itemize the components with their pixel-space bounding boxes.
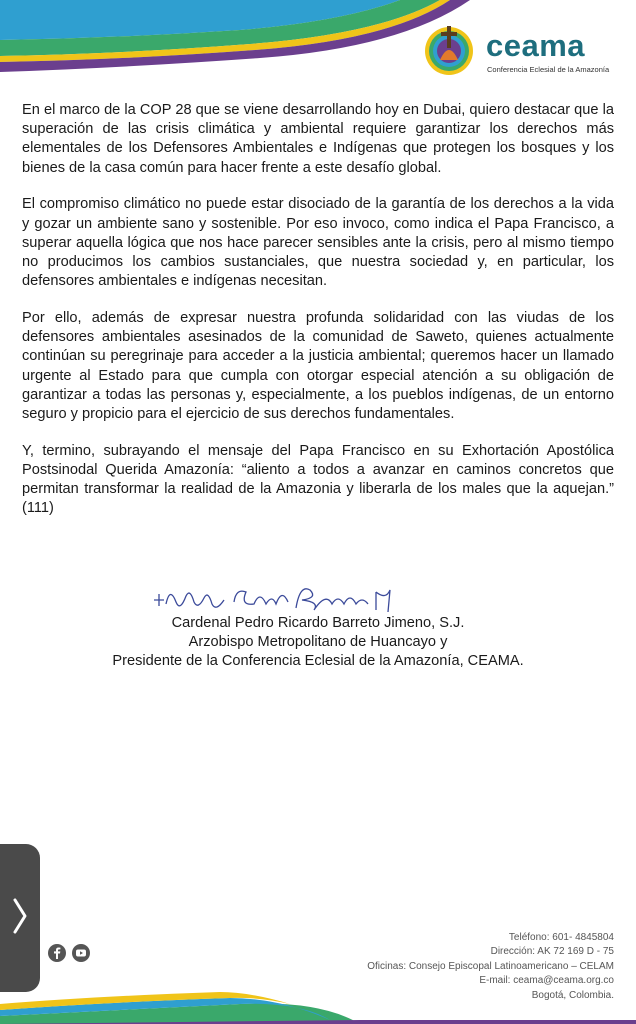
- chevron-right-icon[interactable]: [9, 894, 31, 938]
- letter-paragraph: Y, termino, subrayando el mensaje del Papa Francisco en su Exhortación Apostólica Postsinodal Querida Amazonía: “aliento a todos a avanzar en caminos concretos que permitan transformar la realidad de la Amazonia y liberarla de los males que la aquejan.” (111): [22, 442, 614, 517]
- next-page-tab[interactable]: [0, 844, 40, 992]
- ceama-logo: [420, 20, 620, 80]
- signatory-role: Presidente de la Conferencia Eclesial de la Amazonía, CEAMA.: [112, 653, 524, 670]
- brand-subtitle: Conferencia Eclesial de la Amazonía: [487, 65, 610, 74]
- contact-phone: Teléfono: 601- 4845804: [508, 932, 614, 943]
- letter-body: [22, 101, 614, 536]
- signatory-role: Arzobispo Metropolitano de Huancayo y: [188, 634, 448, 651]
- letter-paragraph: El compromiso climático no puede estar disociado de la garantía de los derechos a la vida y gozar un ambiente sano y sostenible. Por eso invoco, como indica el Papa Francisco, a superar aquella lógica que nos hace parecer sensibles ante la crisis, pero al mismo tiempo no producimos los cambios sustanciales, que nuestra sociedad y, en particular, los defensores ambientales e indígenas necesitan.: [22, 196, 614, 290]
- signatory-name: Cardenal Pedro Ricardo Barreto Jimeno, S.J.: [171, 615, 465, 631]
- letter-paragraph: En el marco de la COP 28 que se viene desarrollando hoy en Dubai, quiero destacar que la superación de las crisis climática y ambiental requiere garantizar los derechos más elementales de los Defensores Ambientales e Indígenas que protegen los bosques y los bienes de la casa común para hacer frente a este desafío global.: [22, 102, 614, 176]
- contact-email: E-mail: ceama@ceama.org.co: [479, 975, 614, 987]
- letter-paragraph: Por ello, además de expresar nuestra profunda solidaridad con las viudas de los defensores ambientales asesinados de la comunidad de Saweto, quienes actualmente continúan su peregrinaje para acceder a la justicia ambiental; queremos hacer un llamado urgente al Estado para que cumpla con otorgar especial atención a su obligación de garantizar a todas las personas y, especialmente, a los pueblos indígenas, de un entorno seguro y propicio para el ejercicio de sus derechos fundamentales.: [22, 310, 614, 423]
- ceama-emblem-icon: [420, 20, 478, 78]
- youtube-icon[interactable]: [72, 944, 90, 962]
- contact-city: Bogotá, Colombia.: [531, 989, 614, 1001]
- contact-address: Dirección: AK 72 169 D - 75: [490, 946, 614, 958]
- footer-decorative-band: [0, 980, 636, 1024]
- facebook-icon[interactable]: [48, 944, 66, 962]
- signature-block: [0, 614, 636, 672]
- brand-name: ceama: [486, 28, 586, 63]
- contact-offices: Oficinas: Consejo Episcopal Latinoamericano – CELAM: [367, 960, 614, 972]
- handwritten-signature: [150, 582, 400, 616]
